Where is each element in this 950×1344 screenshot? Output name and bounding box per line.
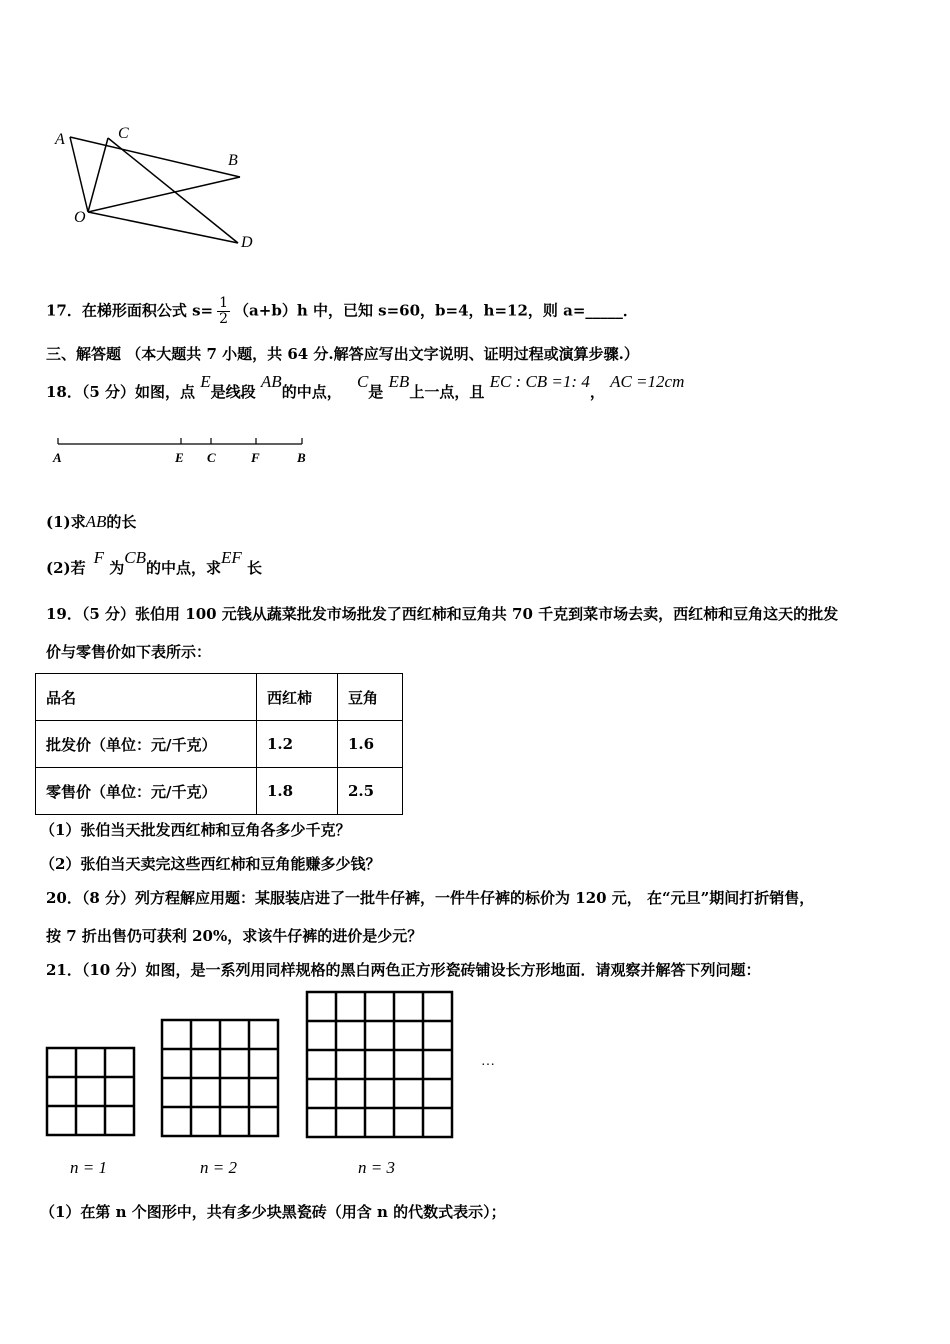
seg-label-f: F xyxy=(251,450,260,465)
section-3-heading: 三、解答题 （本大题共 7 小题，共 64 分.解答应写出文字说明、证明过程或演算步骤.） xyxy=(46,345,639,363)
seg-label-a: A xyxy=(53,450,62,465)
question-18-part-2: (2)若F 为CB的中点，求EF 长 xyxy=(46,548,263,577)
label-n1: n = 1 xyxy=(70,1158,107,1177)
question-19-line-2: 价与零售价如下表所示： xyxy=(46,643,212,661)
question-19-line-1: 19．（5 分）张伯用 100 元钱从蔬菜批发市场批发了西红柿和豆角共 70 千克到菜市场去卖，西红柿和豆角这天的批发 xyxy=(46,605,839,623)
question-19-sub-1: （1）张伯当天批发西红柿和豆角各多少千克？ xyxy=(40,821,351,839)
seg-label-c: C xyxy=(207,450,216,465)
segment-figure xyxy=(50,432,320,468)
question-18-part-1: (1)求AB的长 xyxy=(46,512,137,531)
question-17: 17．在梯形面积公式 s= $\frac{1}{2}$ （a+b）h 中，已知 s=60，b=4，h=12，则 a=_____． xyxy=(46,295,638,327)
price-table xyxy=(35,673,403,815)
label-d: D xyxy=(241,234,253,251)
table-header-cell: 品名 xyxy=(36,674,257,721)
triangle-figure xyxy=(45,120,275,260)
table-cell: 2.5 xyxy=(338,768,403,815)
label-a: A xyxy=(55,131,65,148)
label-o: O xyxy=(74,209,86,226)
label-b: B xyxy=(228,152,238,169)
label-n2: n = 2 xyxy=(200,1158,237,1177)
table-header-row xyxy=(36,674,403,721)
table-row xyxy=(36,768,403,815)
table-cell: 1.2 xyxy=(257,721,338,768)
table-header-cell: 西红柿 xyxy=(257,674,338,721)
question-21-sub-1: （1）在第 n 个图形中，共有多少块黑瓷砖（用含 n 的代数式表示）； xyxy=(40,1203,506,1221)
ellipsis: … xyxy=(482,1054,495,1069)
table-row xyxy=(36,721,403,768)
question-20-line-2: 按 7 折出售仍可获利 20%，求该牛仔裤的进价是少元？ xyxy=(46,927,423,945)
label-n3: n = 3 xyxy=(358,1158,395,1177)
seg-label-e: E xyxy=(175,450,184,465)
question-19-sub-2: （2）张伯当天卖完这些西红柿和豆角能赚多少钱？ xyxy=(40,855,381,873)
table-header-cell: 豆角 xyxy=(338,674,403,721)
table-cell: 批发价（单位：元/千克） xyxy=(36,721,257,768)
label-c: C xyxy=(118,125,129,142)
table-cell: 1.6 xyxy=(338,721,403,768)
question-18: 18．（5 分）如图，点 E是线段 AB的中点， C是 EB上一点，且 EC : CB =1: 4， AC =12cm xyxy=(46,372,685,401)
fraction-half: $\frac{1}{2}$ xyxy=(219,295,229,327)
tile-grids-figure xyxy=(40,985,520,1180)
table-cell: 1.8 xyxy=(257,768,338,815)
seg-label-b: B xyxy=(297,450,306,465)
question-20-line-1: 20．（8 分）列方程解应用题：某服装店进了一批牛仔裤，一件牛仔裤的标价为 120 元， 在“元旦”期间打折销售， xyxy=(46,889,815,907)
table-cell: 零售价（单位：元/千克） xyxy=(36,768,257,815)
question-21-line-1: 21．（10 分）如图，是一系列用同样规格的黑白两色正方形瓷砖铺设长方形地面．请观察并解答下列问题： xyxy=(46,961,761,979)
